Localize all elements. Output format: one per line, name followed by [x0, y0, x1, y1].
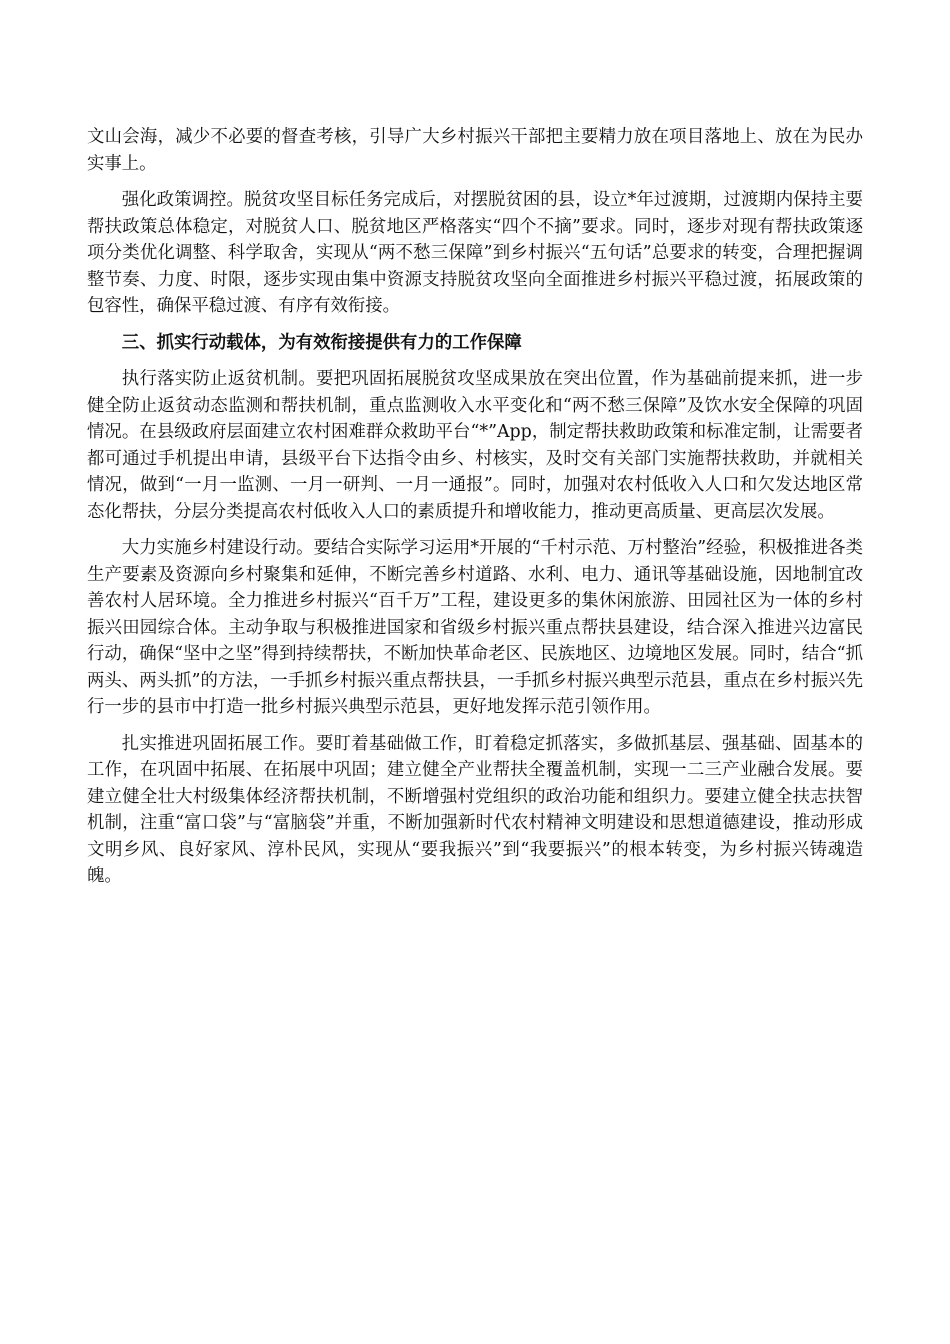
paragraph-continuation: 文山会海，减少不必要的督查考核，引导广大乡村振兴干部把主要精力放在项目落地上、放在为民办实事上。 [87, 127, 863, 174]
document-page [87, 124, 863, 900]
paragraph-rural-construction: 大力实施乡村建设行动。要结合实际学习运用*开展的“千村示范、万村整治”经验，积极推进各类生产要素及资源向乡村聚集和延伸，不断完善乡村道路、水利、电力、通讯等基础设施，因地制宜改善农村人居环境。全力推进乡村振兴“百千万”工程，建设更多的集休闲旅游、田园社区为一体的乡村振兴田园综合体。主动争取与积极推进国家和省级乡村振兴重点帮扶县建设，结合深入推进兴边富民行动，确保“坚中之坚”得到持续帮扶，不断加快革命老区、民族地区、边境地区发展。同时，结合“抓两头、两头抓”的方法，一手抓乡村振兴重点帮扶县，一手抓乡村振兴典型示范县，重点在乡村振兴先行一步的县市中打造一批乡村振兴典型示范县，更好地发挥示范引领作用。 [87, 538, 863, 717]
paragraph-anti-poverty-return: 执行落实防止返贫机制。要把巩固拓展脱贫攻坚成果放在突出位置，作为基础前提来抓，进一步健全防止返贫动态监测和帮扶机制，重点监测收入水平变化和“两不愁三保障”及饮水安全保障的巩固情况。在县级政府层面建立农村困难群众救助平台“*”App，制定帮扶救助政策和标准定制，让需要者都可通过手机提出申请，县级平台下达指令由乡、村核实，及时交有关部门实施帮扶救助，并就相关情况，做到“一月一监测、一月一研判、一月一通报”。同时，加强对农村低收入人口和欠发达地区常态化帮扶，分层分类提高农村低收入人口的素质提升和增收能力，推动更高质量、更高层次发展。 [87, 369, 863, 522]
section-heading-three: 三、抓实行动载体，为有效衔接提供有力的工作保障 [121, 332, 522, 353]
paragraph-policy-regulation: 强化政策调控。脱贫攻坚目标任务完成后，对摆脱贫困的县，设立*年过渡期，过渡期内保持主要帮扶政策总体稳定，对脱贫人口、脱贫地区严格落实“四个不摘”要求。同时，逐步对现有帮扶政策逐项分类优化调整、科学取舍，实现从“两不愁三保障”到乡村振兴“五句话”总要求的转变，合理把握调整节奏、力度、时限，逐步实现由集中资源支持脱贫攻坚向全面推进乡村振兴平稳过渡，拓展政策的包容性，确保平稳过渡、有序有效衔接。 [87, 190, 863, 316]
paragraph-consolidation-work: 扎实推进巩固拓展工作。要盯着基础做工作，盯着稳定抓落实，多做抓基层、强基础、固基本的工作，在巩固中拓展、在拓展中巩固；建立健全产业帮扶全覆盖机制，实现一二三产业融合发展。要建立健全壮大村级集体经济帮扶机制，不断增强村党组织的政治功能和组织力。要建立健全扶志扶智机制，注重“富口袋”与“富脑袋”并重，不断加强新时代农村精神文明建设和思想道德建设，推动形成文明乡风、良好家风、淳朴民风，实现从“要我振兴”到“我要振兴”的根本转变，为乡村振兴铸魂造魄。 [87, 733, 863, 886]
